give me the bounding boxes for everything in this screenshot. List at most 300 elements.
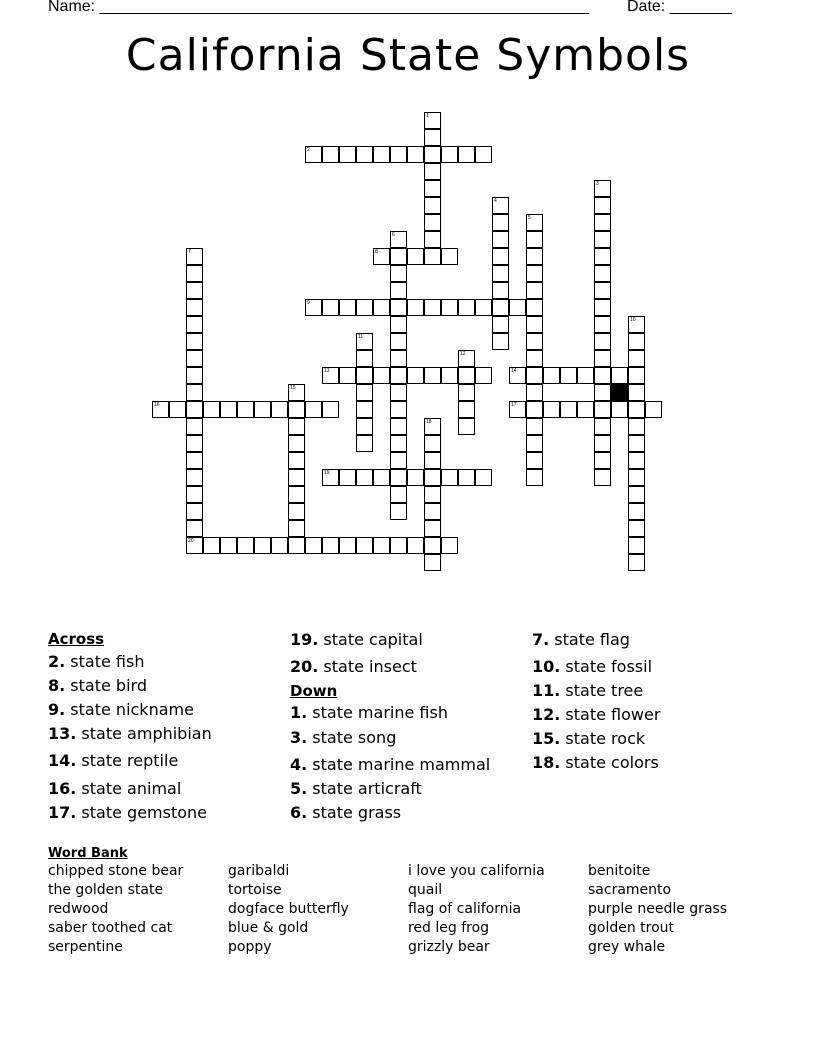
crossword-cell[interactable] (492, 214, 509, 231)
down-clue (290, 703, 448, 722)
crossword-cell[interactable] (390, 384, 407, 401)
clue-number: 18. (532, 753, 561, 772)
clue-number: 20 (188, 538, 194, 544)
crossword-cell[interactable] (424, 197, 441, 214)
crossword-cell[interactable] (237, 537, 254, 554)
crossword-cell[interactable] (475, 367, 492, 384)
crossword-cell[interactable] (220, 537, 237, 554)
down-clue (290, 779, 422, 798)
clue-number: 12 (460, 351, 466, 357)
crossword-cell[interactable] (288, 452, 305, 469)
crossword-cell[interactable] (594, 418, 611, 435)
clue-number: 4 (494, 198, 497, 204)
crossword-cell[interactable] (628, 520, 645, 537)
crossword-cell[interactable] (543, 401, 560, 418)
clue-number: 5. (290, 779, 308, 798)
crossword-cell[interactable] (492, 197, 509, 214)
crossword-cell[interactable] (594, 248, 611, 265)
word-bank-item: garibaldi (228, 863, 290, 879)
crossword-cell[interactable] (186, 401, 203, 418)
clue-number: 19. (290, 630, 319, 649)
clue-number: 13. (48, 724, 77, 743)
crossword-cell[interactable] (424, 520, 441, 537)
crossword-cell[interactable] (458, 384, 475, 401)
crossword-cell[interactable] (390, 469, 407, 486)
crossword-cell[interactable] (424, 180, 441, 197)
crossword-cell[interactable] (526, 248, 543, 265)
clue-text: state tree (560, 681, 644, 700)
word-bank-item: the golden state (48, 882, 164, 898)
crossword-cell[interactable] (560, 401, 577, 418)
crossword-cell[interactable] (407, 146, 424, 163)
crossword-cell[interactable] (186, 282, 203, 299)
crossword-cell[interactable] (458, 469, 475, 486)
crossword-cell[interactable] (594, 299, 611, 316)
word-bank-item: grey whale (588, 939, 666, 955)
crossword-cell[interactable] (628, 452, 645, 469)
crossword-cell[interactable] (356, 299, 373, 316)
crossword-cell[interactable] (356, 350, 373, 367)
clue-number: 8. (48, 676, 66, 695)
crossword-cell[interactable] (186, 367, 203, 384)
clue-text: state reptile (76, 751, 179, 770)
crossword-cell[interactable] (594, 435, 611, 452)
crossword-cell[interactable] (526, 435, 543, 452)
crossword-cell[interactable] (186, 248, 203, 265)
crossword-cell[interactable] (628, 401, 645, 418)
crossword-cell[interactable] (390, 316, 407, 333)
crossword-cell[interactable] (475, 146, 492, 163)
crossword-cell[interactable] (237, 401, 254, 418)
clue-number: 7. (532, 630, 550, 649)
crossword-cell[interactable] (492, 231, 509, 248)
crossword-cell[interactable] (390, 486, 407, 503)
crossword-cell[interactable] (424, 112, 441, 129)
across-clue (48, 751, 178, 770)
crossword-cell[interactable] (186, 418, 203, 435)
clue-number: 18 (426, 419, 432, 425)
crossword-cell[interactable] (594, 231, 611, 248)
crossword-cell[interactable] (441, 299, 458, 316)
crossword-cell[interactable] (356, 367, 373, 384)
crossword-cell[interactable] (594, 367, 611, 384)
crossword-cell[interactable] (186, 333, 203, 350)
clue-number: 7 (188, 249, 191, 255)
down-clue (532, 753, 659, 772)
crossword-cell[interactable] (424, 146, 441, 163)
crossword-cell[interactable] (526, 214, 543, 231)
clue-text: state song (307, 728, 397, 747)
crossword-cell[interactable] (407, 367, 424, 384)
across-clue (48, 676, 147, 695)
across-clue (290, 657, 417, 676)
crossword-cell[interactable] (356, 384, 373, 401)
clue-number: 15. (532, 729, 561, 748)
crossword-cell[interactable] (594, 282, 611, 299)
word-bank-item: redwood (48, 901, 109, 917)
crossword-cell[interactable] (356, 469, 373, 486)
crossword-cell[interactable] (390, 146, 407, 163)
name-label: Name: (48, 0, 100, 15)
crossword-cell[interactable] (577, 367, 594, 384)
crossword-cell[interactable] (594, 452, 611, 469)
crossword-cell[interactable] (577, 401, 594, 418)
clue-number: 10. (532, 657, 561, 676)
crossword-cell[interactable] (424, 248, 441, 265)
word-bank-item: golden trout (588, 920, 675, 936)
crossword-cell[interactable] (560, 367, 577, 384)
crossword-cell[interactable] (424, 486, 441, 503)
crossword-cell[interactable] (288, 486, 305, 503)
crossword-cell[interactable] (594, 350, 611, 367)
crossword-cell[interactable] (628, 503, 645, 520)
clue-number: 11 (358, 334, 364, 340)
crossword-cell[interactable] (526, 469, 543, 486)
crossword-cell[interactable] (271, 537, 288, 554)
crossword-cell[interactable] (458, 350, 475, 367)
crossword-cell[interactable] (305, 401, 322, 418)
crossword-cell[interactable] (407, 469, 424, 486)
across-clue (290, 630, 423, 649)
crossword-cell[interactable] (492, 248, 509, 265)
clue-number: 3 (596, 181, 599, 187)
crossword-cell[interactable] (441, 537, 458, 554)
across-heading: Across (48, 630, 105, 648)
crossword-cell[interactable] (373, 248, 390, 265)
date-label: Date: (627, 0, 670, 15)
crossword-cell[interactable] (628, 418, 645, 435)
crossword-cell[interactable] (628, 486, 645, 503)
crossword-cell[interactable] (339, 299, 356, 316)
crossword-cell[interactable] (424, 537, 441, 554)
crossword-cell[interactable] (390, 282, 407, 299)
crossword-cell[interactable] (458, 418, 475, 435)
crossword-cell[interactable] (509, 401, 526, 418)
crossword-cell[interactable] (492, 316, 509, 333)
crossword-cell[interactable] (169, 401, 186, 418)
clue-number: 6. (290, 803, 308, 822)
crossword-cell[interactable] (356, 333, 373, 350)
crossword-cell[interactable] (288, 469, 305, 486)
crossword-cell[interactable] (339, 367, 356, 384)
clue-number: 9 (307, 300, 310, 306)
crossword-cell[interactable] (526, 265, 543, 282)
down-clue (532, 657, 652, 676)
word-bank-heading: Word Bank (48, 846, 128, 861)
crossword-cell[interactable] (424, 554, 441, 571)
word-bank-item: serpentine (48, 939, 123, 955)
clue-text: state flag (549, 630, 630, 649)
crossword-cell[interactable] (526, 384, 543, 401)
crossword-cell[interactable] (594, 469, 611, 486)
crossword-cell[interactable] (390, 265, 407, 282)
crossword-cell[interactable] (390, 537, 407, 554)
word-bank-item: flag of california (408, 901, 522, 917)
crossword-cell[interactable] (441, 248, 458, 265)
crossword-cell[interactable] (424, 435, 441, 452)
clue-text: state rock (560, 729, 646, 748)
word-bank-item: benitoite (588, 863, 651, 879)
crossword-cell[interactable] (526, 316, 543, 333)
crossword-cell[interactable] (288, 435, 305, 452)
crossword-cell[interactable] (373, 537, 390, 554)
clue-text: state fossil (560, 657, 653, 676)
crossword-cell[interactable] (458, 401, 475, 418)
clue-text: state insect (318, 657, 417, 676)
word-bank-item: i love you california (408, 863, 545, 879)
crossword-cell[interactable] (594, 401, 611, 418)
crossword-cell[interactable] (526, 418, 543, 435)
crossword-cell[interactable] (373, 469, 390, 486)
name-line: _______________________________________________________ (99, 0, 589, 15)
crossword-cell[interactable] (611, 401, 628, 418)
crossword-cell[interactable] (288, 384, 305, 401)
crossword-cell[interactable] (645, 401, 662, 418)
crossword-cell[interactable] (594, 180, 611, 197)
word-bank-item: saber toothed cat (48, 920, 173, 936)
word-bank-item: tortoise (228, 882, 282, 898)
crossword-cell[interactable] (339, 469, 356, 486)
crossword-cell[interactable] (492, 282, 509, 299)
crossword-cell[interactable] (424, 163, 441, 180)
clue-text: state marine fish (307, 703, 448, 722)
crossword-cell[interactable] (424, 367, 441, 384)
crossword-cell[interactable] (186, 316, 203, 333)
crossword-cell[interactable] (628, 350, 645, 367)
crossword-cell[interactable] (322, 469, 339, 486)
crossword-cell[interactable] (339, 537, 356, 554)
clue-number: 19 (324, 470, 330, 476)
clue-number: 1 (426, 113, 429, 119)
crossword-cell[interactable] (288, 537, 305, 554)
crossword-cell[interactable] (594, 265, 611, 282)
clue-number: 8 (375, 249, 378, 255)
crossword-cell[interactable] (288, 418, 305, 435)
crossword-cell[interactable] (543, 367, 560, 384)
clue-text: state colors (560, 753, 659, 772)
crossword-cell[interactable] (441, 367, 458, 384)
crossword-cell[interactable] (424, 503, 441, 520)
crossword-cell[interactable] (390, 503, 407, 520)
crossword-cell[interactable] (186, 384, 203, 401)
word-bank-item: sacramento (588, 882, 672, 898)
crossword-cell[interactable] (356, 146, 373, 163)
clue-number: 6 (392, 232, 395, 238)
crossword-cell[interactable] (254, 401, 271, 418)
crossword-cell[interactable] (322, 537, 339, 554)
crossword-black-cell (611, 384, 628, 401)
clue-number: 4. (290, 755, 308, 774)
clue-text: state grass (307, 803, 402, 822)
clue-number: 16 (154, 402, 160, 408)
crossword-cell[interactable] (356, 435, 373, 452)
crossword-cell[interactable] (186, 452, 203, 469)
crossword-cell[interactable] (339, 146, 356, 163)
clue-text: state marine mammal (307, 755, 491, 774)
crossword-cell[interactable] (390, 231, 407, 248)
crossword-cell[interactable] (288, 503, 305, 520)
crossword-cell[interactable] (390, 299, 407, 316)
crossword-cell[interactable] (356, 418, 373, 435)
crossword-cell[interactable] (492, 299, 509, 316)
crossword-cell[interactable] (322, 401, 339, 418)
crossword-cell[interactable] (373, 146, 390, 163)
clue-number: 3. (290, 728, 308, 747)
crossword-cell[interactable] (373, 367, 390, 384)
crossword-cell[interactable] (628, 554, 645, 571)
clue-number: 11. (532, 681, 561, 700)
crossword-cell[interactable] (305, 537, 322, 554)
crossword-cell[interactable] (271, 401, 288, 418)
crossword-cell[interactable] (186, 503, 203, 520)
crossword-cell[interactable] (526, 282, 543, 299)
crossword-cell[interactable] (594, 214, 611, 231)
crossword-cell[interactable] (492, 265, 509, 282)
clue-text: state gemstone (76, 803, 208, 822)
crossword-cell[interactable] (628, 367, 645, 384)
clue-number: 13 (324, 368, 330, 374)
clue-number: 15 (290, 385, 296, 391)
crossword-cell[interactable] (628, 333, 645, 350)
crossword-cell[interactable] (322, 146, 339, 163)
crossword-cell[interactable] (390, 350, 407, 367)
crossword-cell[interactable] (475, 299, 492, 316)
crossword-cell[interactable] (186, 299, 203, 316)
crossword-cell[interactable] (186, 486, 203, 503)
crossword-cell[interactable] (390, 435, 407, 452)
crossword-cell[interactable] (288, 520, 305, 537)
crossword-cell[interactable] (390, 418, 407, 435)
clue-number: 2 (307, 147, 310, 153)
crossword-cell[interactable] (509, 367, 526, 384)
down-heading: Down (290, 682, 338, 700)
word-bank-item: purple needle grass (588, 901, 728, 917)
crossword-cell[interactable] (526, 350, 543, 367)
crossword-cell[interactable] (424, 231, 441, 248)
crossword-cell[interactable] (186, 537, 203, 554)
crossword-cell[interactable] (390, 452, 407, 469)
crossword-cell[interactable] (407, 248, 424, 265)
crossword-cell[interactable] (322, 299, 339, 316)
word-bank-item: blue & gold (228, 920, 309, 936)
clue-number: 16. (48, 779, 77, 798)
crossword-cell[interactable] (322, 367, 339, 384)
crossword-cell[interactable] (186, 265, 203, 282)
clue-text: state animal (76, 779, 182, 798)
crossword-cell[interactable] (458, 367, 475, 384)
crossword-cell[interactable] (526, 452, 543, 469)
word-bank-item: quail (408, 882, 443, 898)
crossword-cell[interactable] (390, 333, 407, 350)
down-clue (532, 729, 645, 748)
crossword-cell[interactable] (594, 384, 611, 401)
crossword-cell[interactable] (628, 384, 645, 401)
clue-number: 20. (290, 657, 319, 676)
crossword-cell[interactable] (594, 333, 611, 350)
clue-number: 5 (528, 215, 531, 221)
clue-text: state nickname (65, 700, 194, 719)
crossword-cell[interactable] (475, 469, 492, 486)
crossword-cell[interactable] (424, 214, 441, 231)
down-clue (532, 681, 643, 700)
crossword-cell[interactable] (186, 350, 203, 367)
crossword-cell[interactable] (611, 367, 628, 384)
crossword-cell[interactable] (390, 367, 407, 384)
crossword-cell[interactable] (356, 401, 373, 418)
crossword-cell[interactable] (441, 146, 458, 163)
crossword-cell[interactable] (356, 537, 373, 554)
across-clue (48, 803, 207, 822)
crossword-cell[interactable] (526, 231, 543, 248)
crossword-cell[interactable] (186, 435, 203, 452)
crossword-cell[interactable] (628, 469, 645, 486)
crossword-cell[interactable] (288, 401, 305, 418)
crossword-cell[interactable] (424, 299, 441, 316)
crossword-cell[interactable] (458, 299, 475, 316)
crossword-cell[interactable] (526, 333, 543, 350)
down-clue (290, 755, 490, 774)
crossword-cell[interactable] (407, 299, 424, 316)
crossword-cell[interactable] (628, 435, 645, 452)
crossword-cell[interactable] (594, 197, 611, 214)
crossword-cell[interactable] (220, 401, 237, 418)
crossword-cell[interactable] (186, 520, 203, 537)
down-clue (290, 803, 401, 822)
clue-text: state fish (65, 652, 145, 671)
crossword-cell[interactable] (526, 401, 543, 418)
crossword-cell[interactable] (492, 333, 509, 350)
crossword-cell[interactable] (628, 537, 645, 554)
clue-number: 17 (511, 402, 517, 408)
down-clue (290, 728, 396, 747)
word-bank-item: poppy (228, 939, 272, 955)
crossword-cell[interactable] (526, 299, 543, 316)
crossword-cell[interactable] (373, 299, 390, 316)
crossword-cell[interactable] (509, 299, 526, 316)
clue-number: 10 (630, 317, 636, 323)
crossword-cell[interactable] (424, 418, 441, 435)
word-bank-item: chipped stone bear (48, 863, 184, 879)
clue-number: 14 (511, 368, 517, 374)
crossword-cell[interactable] (203, 401, 220, 418)
clue-number: 1. (290, 703, 308, 722)
crossword-cell[interactable] (628, 316, 645, 333)
across-clue (48, 724, 212, 743)
word-bank-item: grizzly bear (408, 939, 490, 955)
crossword-cell[interactable] (407, 537, 424, 554)
clue-text: state capital (318, 630, 423, 649)
crossword-cell[interactable] (424, 129, 441, 146)
crossword-cell[interactable] (203, 537, 220, 554)
crossword-cell[interactable] (186, 469, 203, 486)
crossword-cell[interactable] (424, 452, 441, 469)
crossword-cell[interactable] (305, 146, 322, 163)
clue-number: 14. (48, 751, 77, 770)
crossword-cell[interactable] (441, 469, 458, 486)
crossword-cell[interactable] (424, 469, 441, 486)
clue-text: state bird (65, 676, 147, 695)
crossword-cell[interactable] (254, 537, 271, 554)
crossword-cell[interactable] (152, 401, 169, 418)
crossword-cell[interactable] (390, 248, 407, 265)
crossword-cell[interactable] (458, 146, 475, 163)
crossword-cell[interactable] (526, 367, 543, 384)
crossword-cell[interactable] (594, 316, 611, 333)
crossword-cell[interactable] (390, 401, 407, 418)
clue-number: 2. (48, 652, 66, 671)
crossword-cell[interactable] (305, 299, 322, 316)
clue-text: state amphibian (76, 724, 212, 743)
